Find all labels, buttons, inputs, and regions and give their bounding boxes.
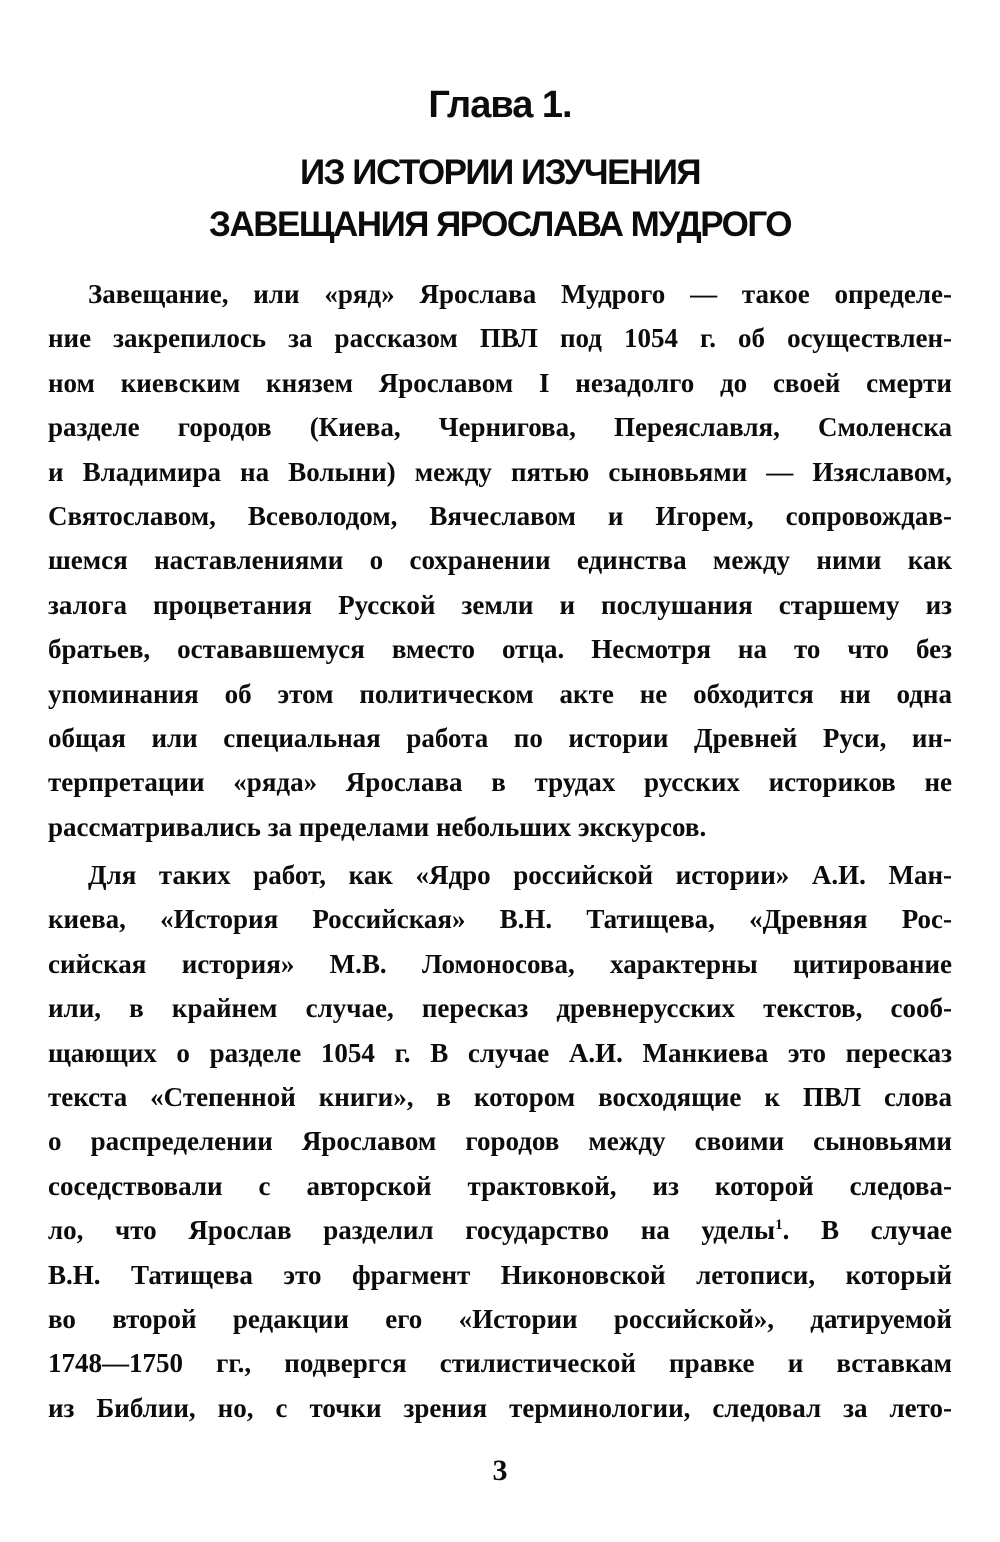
- chapter-title-line-2: ЗАВЕЩАНИЯ ЯРОСЛАВА МУДРОГО: [209, 205, 791, 244]
- chapter-title-line-1: ИЗ ИСТОРИИ ИЗУЧЕНИЯ: [299, 153, 701, 192]
- text-line: или, в крайнем случае, пересказ древнерусских текстов, сооб-: [48, 993, 952, 1024]
- text-segment: . В случае: [782, 1215, 952, 1246]
- text-line: текста «Степенной книги», в котором восходящие к ПВЛ слова: [48, 1082, 952, 1113]
- body-text: [48, 272, 952, 1430]
- text-line: Для таких работ, как «Ядро российской истории» А.И. Ман-: [88, 860, 952, 891]
- text-line: ном киевским князем Ярославом I незадолго до своей смерти: [48, 367, 952, 398]
- text-line: В.Н. Татищева это фрагмент Никоновской летописи, который: [48, 1259, 952, 1290]
- text-line: о распределении Ярославом городов между своими сыновьями: [48, 1126, 952, 1157]
- text-line: из Библии, но, с точки зрения терминологии, следовал за лето-: [48, 1392, 952, 1423]
- text-line: во второй редакции его «Истории российской», датируемой: [48, 1303, 952, 1334]
- footnote-reference[interactable]: 1: [775, 1217, 783, 1234]
- paragraph-2: [48, 853, 952, 1430]
- text-line-with-footnote: [48, 1208, 952, 1252]
- text-line: сийская история» М.В. Ломоносова, характерны цитирование: [48, 948, 952, 979]
- text-line: залога процветания Русской земли и послушания старшему из: [48, 589, 952, 620]
- text-line: Завещание, или «ряд» Ярослава Мудрого — такое определе-: [88, 279, 952, 309]
- text-line: шемся наставлениями о сохранении единства между ними как: [48, 545, 952, 576]
- text-segment: ло, что Ярослав разделил государство на уделы: [48, 1215, 776, 1246]
- text-line: терпретации «ряда» Ярослава в трудах русских историков не: [48, 767, 952, 798]
- text-line: 1748—1750 гг., подвергся стилистической правке и вставкам: [48, 1348, 952, 1379]
- text-line: братьев, остававшемуся вместо отца. Несмотря на то что без: [48, 634, 952, 665]
- text-line: и Владимира на Волыни) между пятью сыновьями — Изяславом,: [48, 456, 952, 487]
- text-line: ние закрепилось за рассказом ПВЛ под 1054 г. об осуществлен-: [48, 323, 952, 354]
- paragraph-1: [48, 272, 952, 849]
- text-line: общая или специальная работа по истории Древней Руси, ин-: [48, 722, 952, 753]
- text-line: щающих о разделе 1054 г. В случае А.И. Манкиева это пересказ: [48, 1037, 952, 1068]
- page-number: 3: [492, 1454, 508, 1487]
- text-line: упоминания об этом политическом акте не обходится ни одна: [48, 678, 952, 709]
- text-line: киева, «История Российская» В.Н. Татищева, «Древняя Рос-: [48, 904, 952, 935]
- text-line: рассматривались за пределами небольших экскурсов.: [48, 811, 707, 842]
- chapter-label: Глава 1.: [428, 84, 572, 126]
- text-line: Святославом, Всеволодом, Вячеславом и Игорем, сопровождав-: [48, 500, 952, 531]
- text-line: разделе городов (Киева, Чернигова, Переяславля, Смоленска: [48, 412, 952, 443]
- text-line: соседствовали с авторской трактовкой, из которой следова-: [48, 1170, 952, 1201]
